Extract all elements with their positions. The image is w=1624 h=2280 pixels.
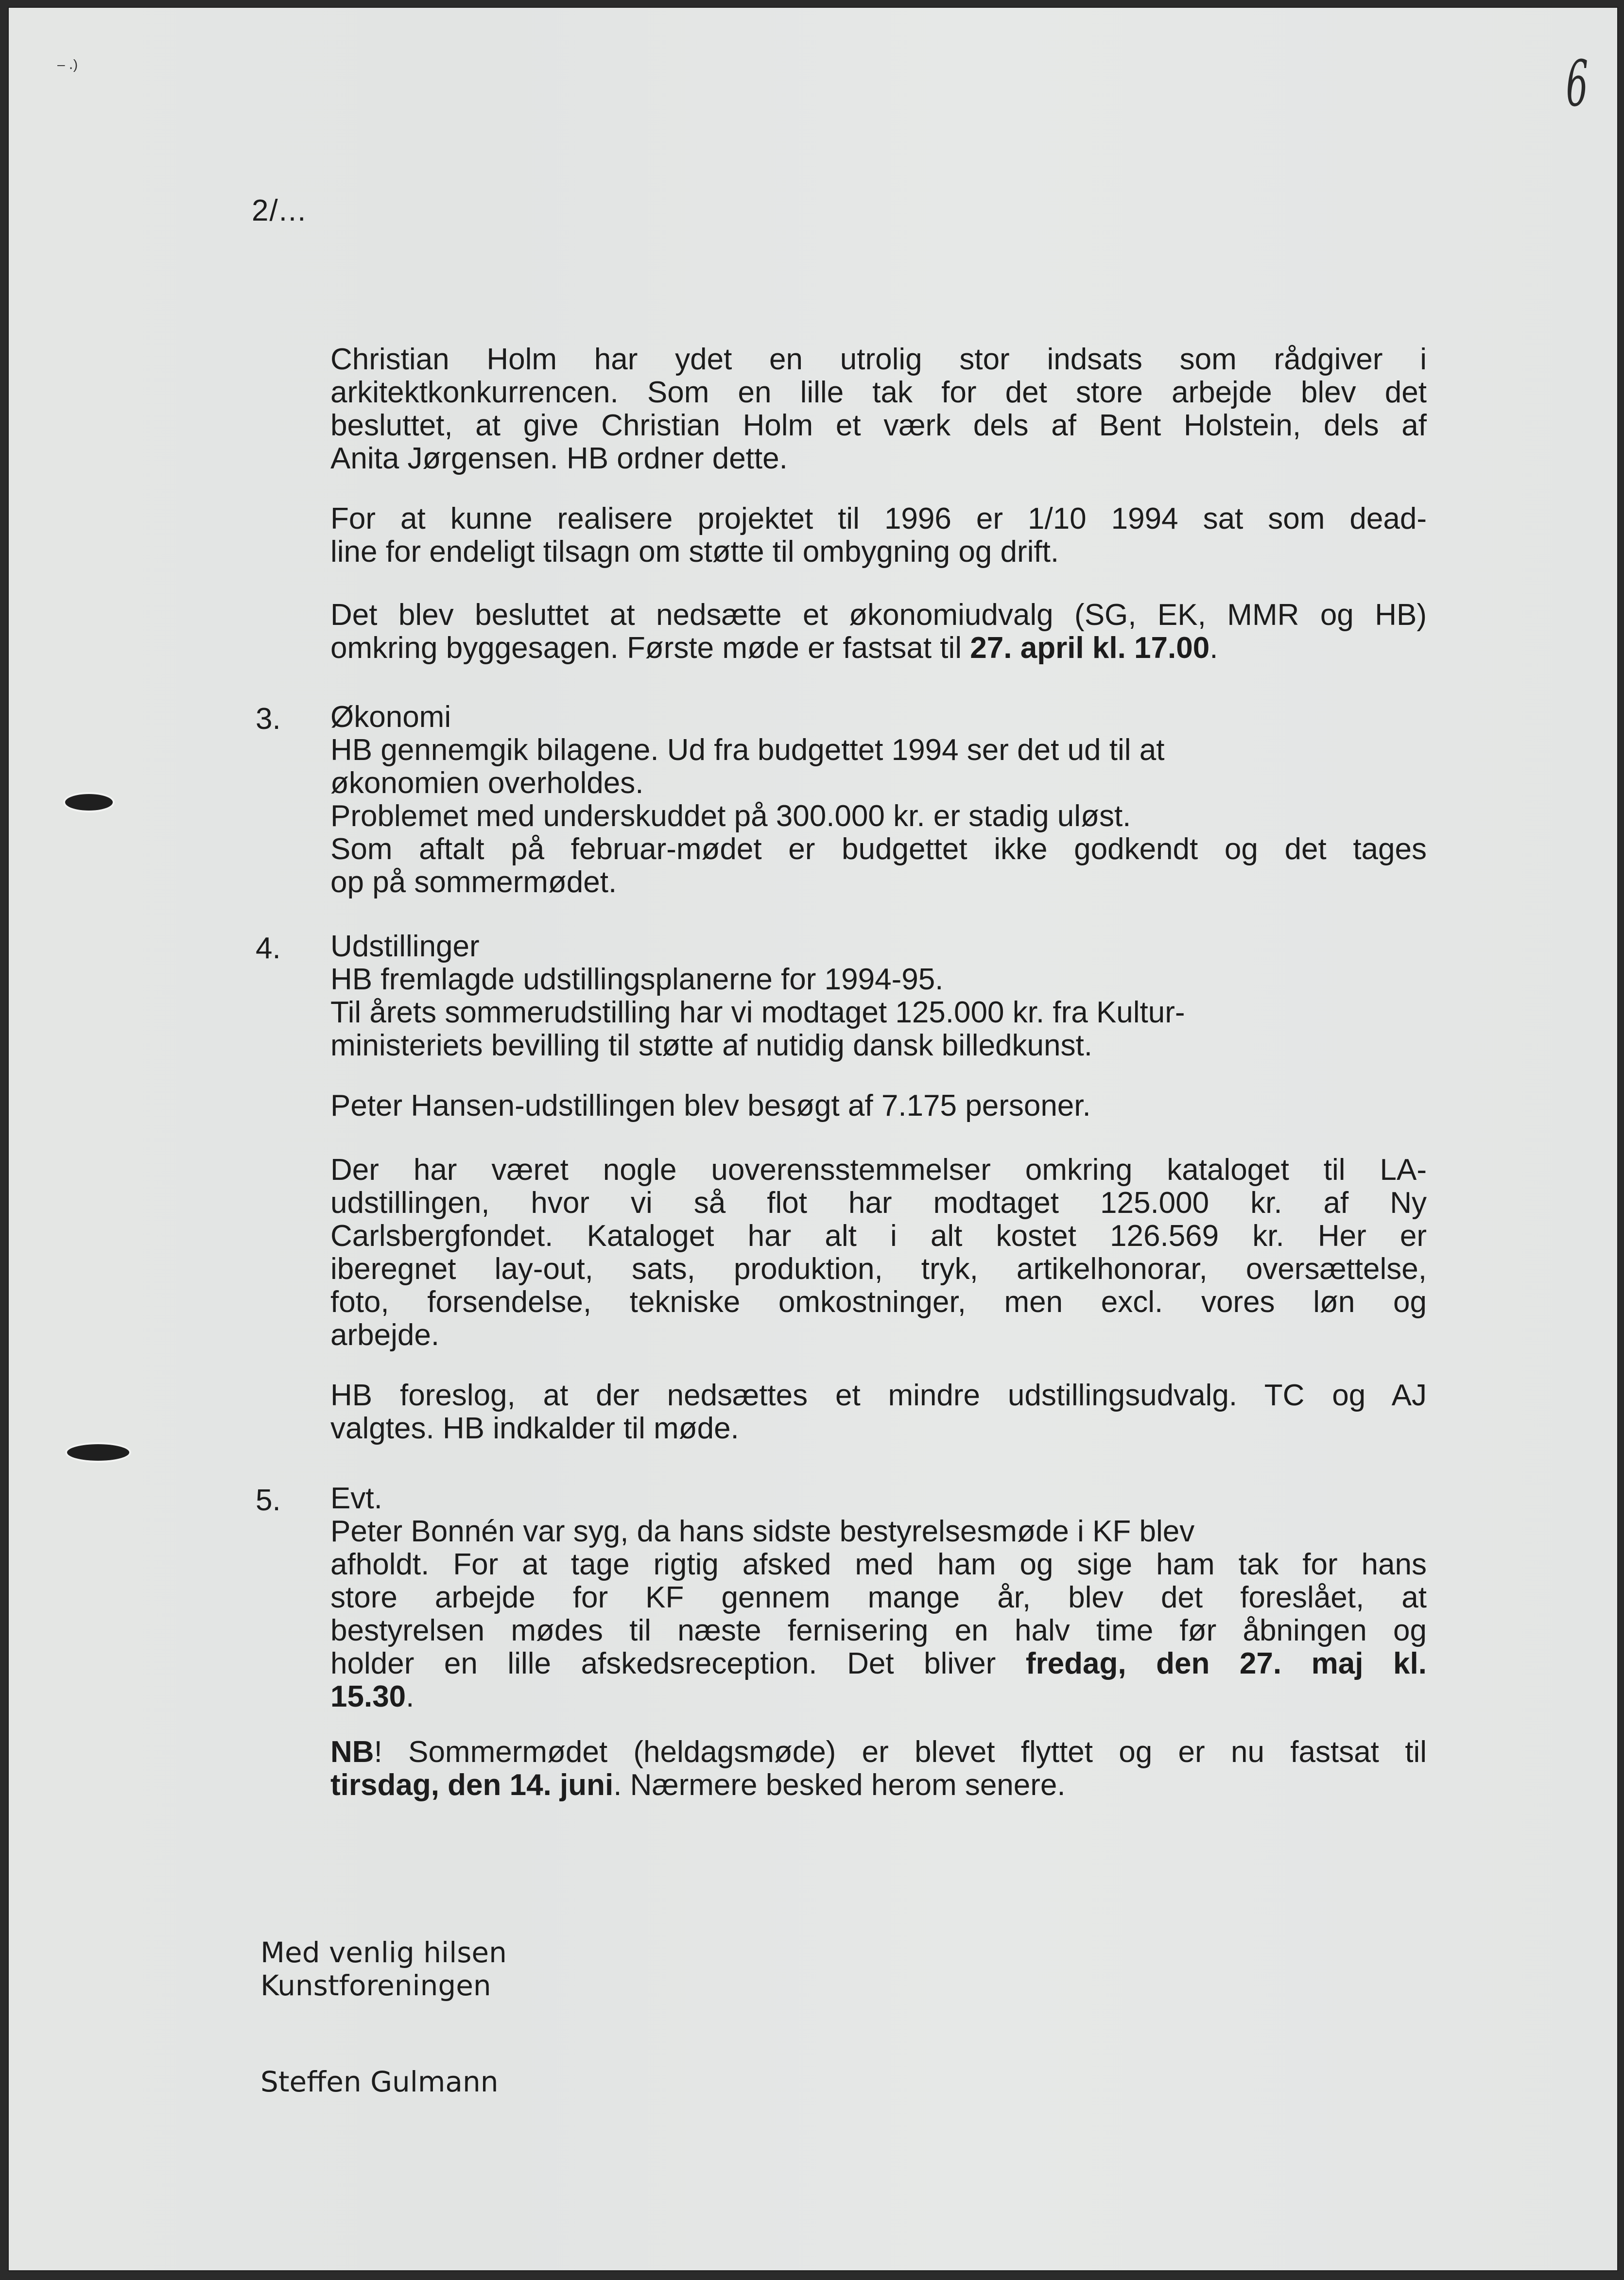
visitors-paragraph (330, 1089, 1427, 1123)
text-line: arbejde. (330, 1318, 440, 1352)
section-number: 5. (256, 1484, 281, 1517)
text-line: økonomien overholdes. (330, 766, 644, 800)
nb-paragraph (330, 1736, 1427, 1802)
text-segment: . Nærmere besked herom senere. (613, 1768, 1066, 1802)
signature-name: Steffen Gulmann (260, 2065, 499, 2098)
text-line (330, 1647, 1427, 1680)
text-line: Det blev besluttet at nedsætte et økonomiudvalg (SG, EK, MMR og HB) (330, 598, 1427, 632)
intro-paragraph-1 (330, 343, 1427, 475)
text-segment: ! Sommermødet (heldagsmøde) er blevet flyttet og er nu fastsat til (374, 1735, 1427, 1769)
text-line: udstillingen, hvor vi så flot har modtaget 125.000 kr. af Ny (330, 1186, 1427, 1220)
text-line: valgtes. HB indkalder til møde. (330, 1412, 739, 1445)
nb-label: NB (330, 1735, 374, 1769)
summer-meeting-date-bold: tirsdag, den 14. juni (330, 1768, 614, 1802)
intro-paragraph-3 (330, 599, 1427, 665)
section-title: Evt. (330, 1482, 382, 1515)
intro-paragraph-2 (330, 502, 1427, 569)
text-line: Carlsbergfondet. Kataloget har alt i alt kostet 126.569 kr. Her er (330, 1219, 1427, 1253)
section-okonomi (330, 701, 1427, 899)
closing-greeting: Med venlig hilsen (260, 1936, 507, 1969)
text-line (330, 1680, 1427, 1713)
section-title: Økonomi (330, 700, 451, 734)
text-line: besluttet, at give Christian Holm et værk dels af Bent Holstein, dels af (330, 409, 1427, 442)
text-line: Som aftalt på februar-mødet er budgettet ikke godkendt og det tages (330, 832, 1427, 866)
text-line: Der har været nogle uoverensstemmelser omkring kataloget til LA- (330, 1153, 1427, 1187)
text-line: op på sommermødet. (330, 865, 617, 899)
section-udstillinger (330, 930, 1427, 1062)
closing-organisation: Kunstforeningen (260, 1969, 491, 2002)
committee-paragraph (330, 1379, 1427, 1445)
text-line: Anita Jørgensen. HB ordner dette. (330, 442, 788, 475)
section-evt (330, 1482, 1427, 1713)
punch-hole-top (65, 794, 113, 811)
text-line (330, 632, 1427, 665)
section-number: 3. (256, 702, 281, 736)
page-reference: 2/... (252, 194, 307, 227)
text-line: HB foreslog, at der nedsættes et mindre udstillingsudvalg. TC og AJ (330, 1379, 1427, 1412)
text-line: HB gennemgik bilagene. Ud fra budgettet 1994 ser det ud til at (330, 733, 1165, 767)
text-segment: . (1209, 631, 1218, 665)
text-segment: omkring byggesagen. Første møde er fastsat til (330, 631, 970, 665)
text-line: arkitektkonkurrencen. Som en lille tak for det store arbejde blev det (330, 376, 1427, 409)
document-page (9, 8, 1617, 2270)
text-line: Peter Hansen-udstillingen blev besøgt af 7.175 personer. (330, 1089, 1091, 1123)
section-number: 4. (256, 932, 281, 965)
text-line: ministeriets bevilling til støtte af nutidig dansk billedkunst. (330, 1029, 1092, 1062)
text-line: Christian Holm har ydet en utrolig stor indsats som rådgiver i (330, 343, 1427, 376)
text-line: Til årets sommerudstilling har vi modtaget 125.000 kr. fra Kultur- (330, 996, 1185, 1029)
text-line: line for endeligt tilsagn om støtte til ombygning og drift. (330, 535, 1059, 569)
section-title: Udstillinger (330, 930, 480, 963)
text-line: foto, forsendelse, tekniske omkostninger, men excl. vores løn og (330, 1285, 1427, 1319)
text-segment: holder en lille afskedsreception. Det bliver (330, 1647, 1026, 1680)
reception-date-bold: fredag, den 27. maj kl. (1025, 1647, 1427, 1680)
corner-mark: – ․) (57, 57, 78, 72)
text-line: iberegnet lay-out, sats, produktion, tryk, artikelhonorar, oversættelse, (330, 1252, 1427, 1286)
text-line (330, 1736, 1427, 1769)
text-line: Peter Bonnén var syg, da hans sidste bestyrelsesmøde i KF blev (330, 1515, 1195, 1548)
meeting-date-bold: 27. april kl. 17.00 (970, 631, 1210, 665)
text-segment: . (406, 1680, 415, 1713)
text-line: afholdt. For at tage rigtig afsked med ham og sige ham tak for hans (330, 1548, 1427, 1581)
text-line: bestyrelsen mødes til næste fernisering en halv time før åbningen og (330, 1614, 1427, 1647)
text-line: Problemet med underskuddet på 300.000 kr. er stadig uløst. (330, 799, 1131, 833)
text-line (330, 1769, 1427, 1802)
catalogue-paragraph (330, 1154, 1427, 1352)
text-line: For at kunne realisere projektet til 1996 er 1/10 1994 sat som dead- (330, 502, 1427, 535)
punch-hole-bottom (67, 1444, 129, 1461)
text-line: HB fremlagde udstillingsplanerne for 1994-95. (330, 963, 944, 996)
reception-time-bold: 15.30 (330, 1680, 406, 1713)
text-line: store arbejde for KF gennem mange år, blev det foreslået, at (330, 1581, 1427, 1614)
handwritten-page-number: 6 (1566, 47, 1589, 121)
